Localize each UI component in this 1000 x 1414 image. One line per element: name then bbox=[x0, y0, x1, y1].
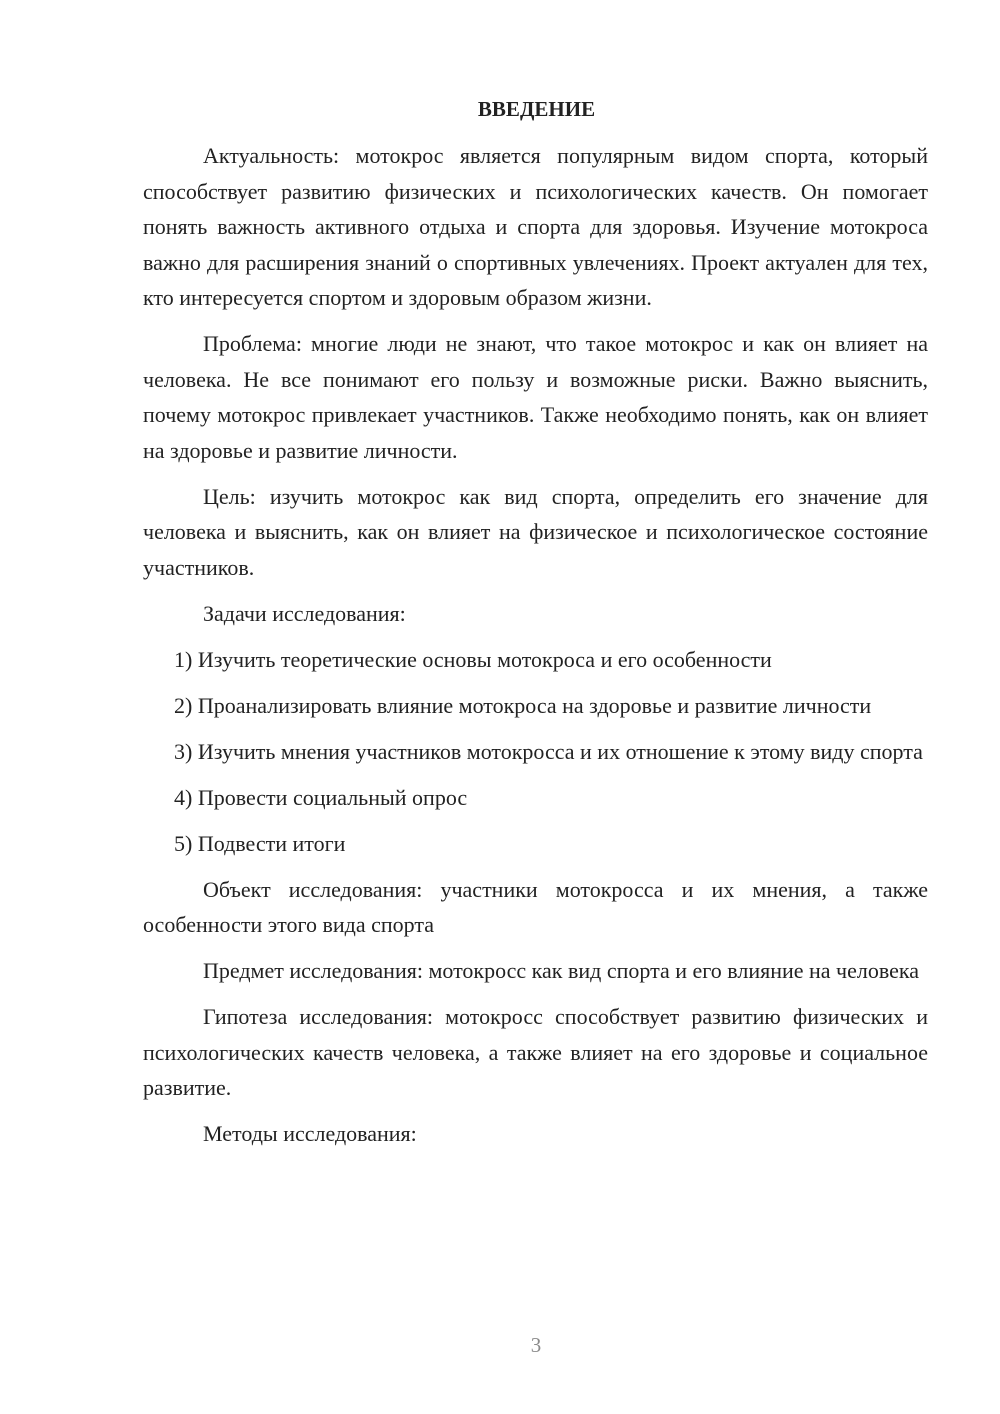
task-item: 2) Проанализировать влияние мотокроса на здоровье и развитие личности bbox=[174, 692, 872, 718]
task-item: 4) Провести социальный опрос bbox=[174, 784, 468, 810]
paragraph-relevance: Актуальность: мотокрос является популярным видом спорта, который способствует развитию физических и психологических качеств. Он помогает понять важность активного отдыха и спорта для здоровья. Изучение мотокроса важно для расширения знаний о спортивных увлечениях. Проект актуален для тех, кто интересуется спортом и здоровым образом жизни. bbox=[143, 143, 928, 310]
paragraph-problem: Проблема: многие люди не знают, что такое мотокрос и как он влияет на человека. Не все понимают его пользу и возможные риски. Важно выяснить, почему мотокрос привлекает участников. Также необходимо понять, как он влияет на здоровье и развитие личности. bbox=[143, 331, 928, 463]
section-title: ВВЕДЕНИЕ bbox=[477, 97, 596, 121]
paragraph-subject: Предмет исследования: мотокросс как вид спорта и его влияние на человека bbox=[203, 958, 920, 983]
paragraph-goal: Цель: изучить мотокрос как вид спорта, определить его значение для человека и выяснить, как он влияет на физическое и психологическое состояние участников. bbox=[143, 483, 928, 580]
tasks-heading: Задачи исследования: bbox=[203, 600, 406, 626]
document-body bbox=[143, 92, 928, 1162]
page-number: 3 bbox=[530, 1333, 542, 1357]
task-item: 5) Подвести итоги bbox=[174, 830, 346, 856]
task-item: 3) Изучить мнения участников мотокросса и их отношение к этому виду спорта bbox=[174, 738, 923, 764]
task-item: 1) Изучить теоретические основы мотокроса и его особенности bbox=[174, 646, 772, 672]
paragraph-object: Объект исследования: участники мотокросса и их мнения, а также особенности этого вида спорта bbox=[143, 876, 928, 937]
methods-heading: Методы исследования: bbox=[203, 1121, 417, 1146]
paragraph-hypothesis: Гипотеза исследования: мотокросс способствует развитию физических и психологических качеств человека, а также влияет на его здоровье и социальное развитие. bbox=[143, 1004, 928, 1100]
